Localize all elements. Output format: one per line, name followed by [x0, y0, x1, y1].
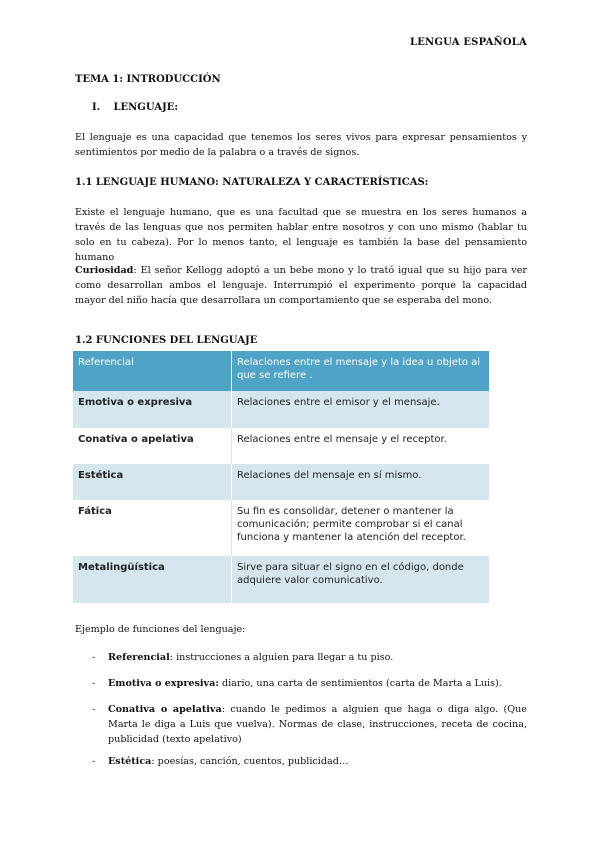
example-text: : cuando le pedimos a alguien que haga o diga algo. (Que Marta le diga a Luis que vuelva). Normas de clase, instrucciones, receta de cocina, publicidad (texto apelativo): [108, 704, 527, 745]
table-row: [73, 351, 489, 391]
table-row: [73, 500, 489, 556]
function-name: Fática: [73, 500, 232, 556]
list-item: [92, 754, 527, 769]
bullet-dash: -: [92, 704, 96, 715]
functions-table: [73, 351, 489, 603]
section-1-number: I.: [92, 102, 101, 113]
section-1-2-title: 1.2 FUNCIONES DEL LENGUAJE: [75, 335, 258, 346]
list-item: [92, 702, 527, 747]
table-row: [73, 428, 489, 464]
function-name: Conativa o apelativa: [73, 428, 232, 464]
table-row: [73, 391, 489, 428]
example-text: : instrucciones a alguien para llegar a tu piso.: [169, 652, 394, 663]
bullet-dash: -: [92, 678, 96, 689]
function-description: Relaciones entre el mensaje y el receptor.: [232, 428, 490, 464]
tema-title: TEMA 1: INTRODUCCIÓN: [75, 74, 221, 85]
example-text: diario, una carta de sentimientos (carta de Marta a Luis).: [218, 678, 502, 689]
section-1-1-title: 1.1 LENGUAJE HUMANO: NATURALEZA Y CARACTERÍSTICAS:: [75, 177, 429, 188]
curiosity-label: Curiosidad: [75, 265, 134, 276]
function-description: Su fin es consolidar, detener o mantener la comunicación; permite comprobar si el canal funciona y mantener la atención del receptor.: [232, 500, 490, 556]
function-description: Relaciones del mensaje en sí mismo.: [232, 464, 490, 500]
list-item: [92, 650, 527, 665]
bullet-dash: -: [92, 756, 96, 767]
example-text: : poesías, canción, cuentos, publicidad…: [151, 756, 349, 767]
list-item: [92, 676, 527, 691]
function-description: Sirve para situar el signo en el código, donde adquiere valor comunicativo.: [232, 556, 490, 603]
intro-paragraph: El lenguaje es una capacidad que tenemos los seres vivos para expresar pensamientos y sentimientos por medio de la palabra o a través de signos.: [75, 132, 527, 158]
example-label: Referencial: [108, 652, 170, 663]
example-label: Conativa o apelativa: [108, 704, 222, 715]
function-name: Estética: [73, 464, 232, 500]
example-label: Estética: [108, 756, 152, 767]
function-name: Metalingüística: [73, 556, 232, 603]
function-description: Relaciones entre el emisor y el mensaje.: [232, 391, 490, 428]
function-description: Relaciones entre el mensaje y la idea u objeto al que se refiere .: [232, 351, 490, 391]
document-header-subject: LENGUA ESPAÑOLA: [409, 37, 527, 48]
section-1-title: LENGUAJE:: [113, 102, 179, 113]
table-row: [73, 556, 489, 603]
examples-intro: Ejemplo de funciones del lenguaje:: [75, 624, 246, 635]
section-1-heading: [92, 102, 178, 113]
curiosity-text: : El señor Kellogg adoptó a un bebe mono y lo trató igual que su hijo para ver como desarrollan ambos el lenguaje. Interrumpió el experimento porque la capacidad mayor del niño hacía que desarrollara un comportamiento que se esperaba del mono.: [75, 265, 527, 306]
example-label: Emotiva o expresiva:: [108, 678, 219, 689]
function-name: Referencial: [73, 351, 232, 391]
curiosity-paragraph: [75, 263, 527, 308]
function-name: Emotiva o expresiva: [73, 391, 232, 428]
section-1-1-paragraph: Existe el lenguaje humano, que es una facultad que se muestra en los seres humanos a través de las lenguas que nos permiten hablar entre nosotros y con uno mismo (hablar tu solo en tu cabeza). Por lo menos tanto, el lenguaje es también la base del pensamiento humano: [75, 207, 527, 263]
bullet-dash: -: [92, 652, 96, 663]
table-row: [73, 464, 489, 500]
